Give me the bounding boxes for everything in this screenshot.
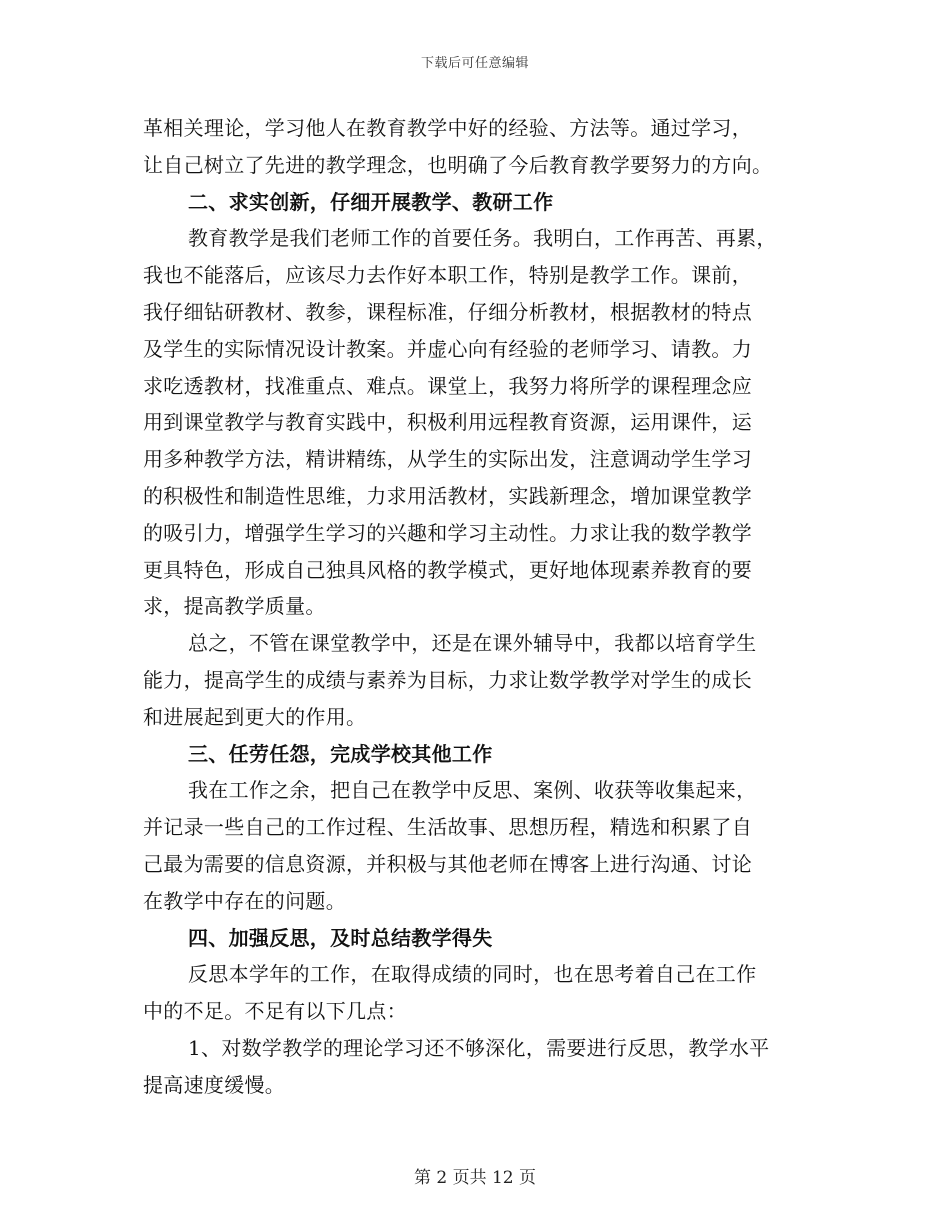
body-line: 提高速度缓慢。 (143, 1072, 286, 1097)
body-line: 我也不能落后，应该尽力去作好本职工作，特别是教学工作。课前， (143, 263, 752, 288)
body-line: 在教学中存在的问题。 (143, 888, 346, 913)
document-body (143, 110, 811, 1104)
body-line: 用多种教学方法，精讲精练，从学生的实际出发，注意调动学生学习 (143, 447, 752, 472)
page-footer: 第 2 页共 12 页 (413, 1168, 537, 1188)
page-header: 下载后可任意编辑 (420, 56, 529, 71)
body-line: 及学生的实际情况设计教案。并虚心向有经验的老师学习、请教。力 (143, 336, 752, 361)
body-line: 的吸引力，增强学生学习的兴趣和学习主动性。力求让我的数学教学 (143, 520, 752, 545)
body-line: 我仔细钻研教材、教参，课程标准，仔细分析教材，根据教材的特点 (143, 299, 752, 324)
paragraph-first-line: 我在工作之余，把自己在教学中反思、案例、收获等收集起来， (188, 778, 757, 803)
body-line: 求，提高教学质量。 (143, 594, 326, 619)
body-line: 己最为需要的信息资源，并积极与其他老师在博客上进行沟通、讨论 (143, 851, 752, 876)
body-line: 更具特色，形成自己独具风格的教学模式，更好地体现素养教育的要 (143, 557, 752, 582)
body-line: 和进展起到更大的作用。 (143, 704, 367, 729)
section-heading: 四、加强反思，及时总结教学得失 (188, 925, 493, 950)
paragraph-first-line: 1、对数学教学的理论学习还不够深化，需要进行反思，教学水平 (188, 1035, 770, 1060)
section-heading: 二、求实创新，仔细开展教学、教研工作 (188, 189, 554, 214)
body-line: 能力，提高学生的成绩与素养为目标，力求让数学教学对学生的成长 (143, 667, 752, 692)
body-line: 让自己树立了先进的教学理念，也明确了今后教育教学要努力的方向。 (143, 152, 773, 177)
body-line: 中的不足。不足有以下几点： (143, 999, 407, 1024)
paragraph-first-line: 总之，不管在课堂教学中，还是在课外辅导中，我都以培育学生 (188, 631, 757, 656)
body-line: 用到课堂教学与教育实践中，积极利用远程教育资源，运用课件，运 (143, 410, 752, 435)
body-line: 的积极性和制造性思维，力求用活教材，实践新理念，增加课堂教学 (143, 483, 752, 508)
paragraph-first-line: 教育教学是我们老师工作的首要任务。我明白，工作再苦、再累， (188, 226, 777, 251)
section-heading: 三、任劳任怨，完成学校其他工作 (188, 741, 493, 766)
body-line: 革相关理论，学习他人在教育教学中好的经验、方法等。通过学习， (143, 116, 752, 140)
paragraph-first-line: 反思本学年的工作，在取得成绩的同时，也在思考着自己在工作 (188, 962, 757, 987)
body-line: 并记录一些自己的工作过程、生活故事、思想历程，精选和积累了自 (143, 815, 752, 840)
body-line: 求吃透教材，找准重点、难点。课堂上，我努力将所学的课程理念应 (143, 373, 752, 398)
